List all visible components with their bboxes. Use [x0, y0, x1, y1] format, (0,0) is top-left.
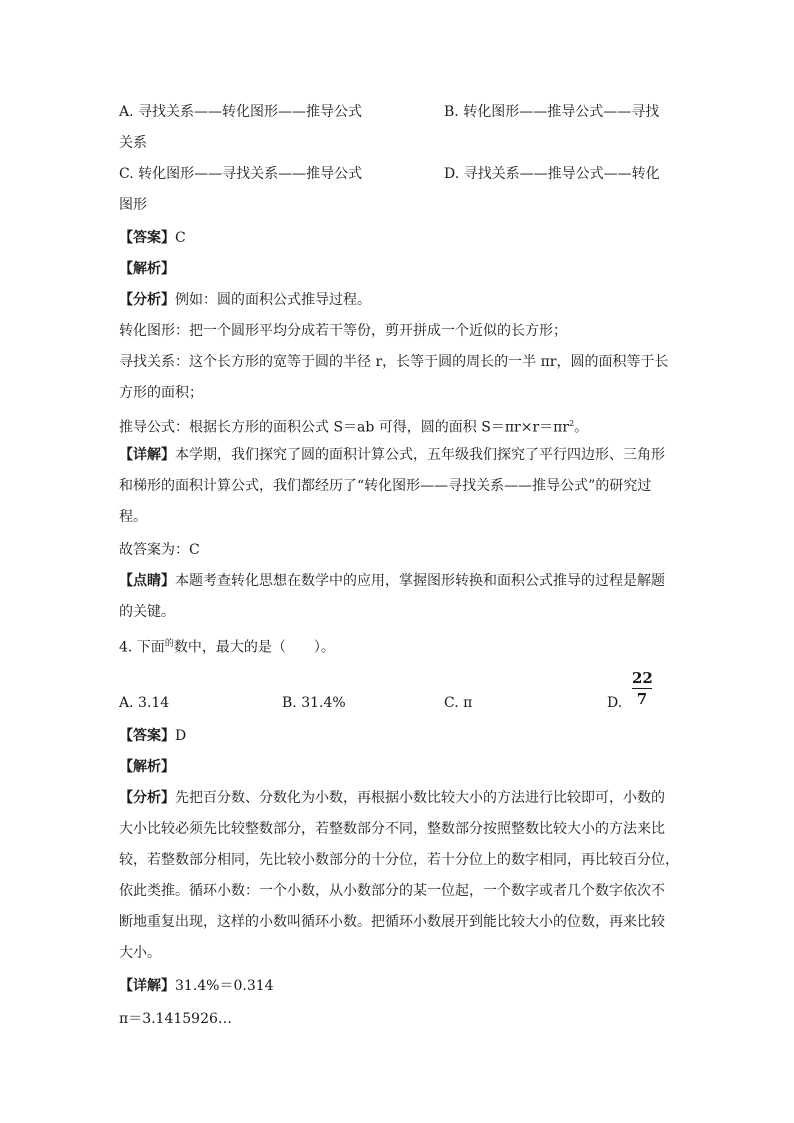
q3-dianjing-a [119, 571, 679, 591]
q3-option-c: C. 转化图形——寻找关系——推导公式 [119, 166, 363, 182]
q4-stem-post: 数中，最大的是（ ）。 [173, 639, 335, 656]
q4-stem-mark: 的 [164, 639, 174, 649]
answer-value: D [175, 728, 187, 744]
answer-value: C [175, 230, 186, 246]
dianjing-text: 本题考查转化思想在数学中的应用，掌握图形转换和面积公式推导的过程是解题 [175, 573, 665, 589]
q3-fenxi [119, 290, 679, 310]
q4-fenxi-a [119, 788, 679, 808]
q3-step1: 转化图形：把一个圆形平均分成若干等份，剪开拼成一个近似的长方形； [119, 323, 567, 339]
q3-step2a: 寻找关系：这个长方形的宽等于圆的半径 r，长等于圆的周长的一半 πr，圆的面积等于长 [119, 354, 669, 370]
q4-fenxi-e: 断地重复出现，这样的小数叫循环小数。把循环小数展开到能比较大小的位数，再来比较 [119, 914, 665, 930]
answer-tag: 【答案】 [119, 728, 175, 744]
fraction-denominator: 7 [636, 690, 648, 708]
q3-xiangjie-c: 程。 [119, 509, 147, 525]
dianjing-tag: 【点睛】 [119, 573, 175, 589]
q3-option-d: D. 寻找关系——推导公式——转化 [444, 166, 660, 182]
step3-superscript: 2 [569, 419, 575, 428]
xiangjie-text: 31.4%＝0.314 [175, 978, 274, 994]
q3-step2b: 方形的面积； [119, 385, 203, 401]
q3-xiangjie-b: 和梯形的面积计算公式，我们都经历了“转化图形——寻找关系——推导公式”的研究过 [119, 478, 652, 494]
q4-option-d: D. [607, 695, 623, 711]
fenxi-text: 例如：圆的面积公式推导过程。 [175, 292, 371, 308]
q4-stem-pre: 4. 下面 [119, 639, 165, 656]
q3-step3 [119, 414, 679, 438]
q3-answer [119, 228, 679, 248]
q4-option-b: B. 31.4% [282, 695, 346, 711]
step3-end: 。 [574, 419, 589, 436]
q4-stem [119, 634, 679, 658]
q3-option-a: A. 寻找关系——转化图形——推导公式 [119, 104, 363, 120]
q3-dianjing-b: 的关键。 [119, 604, 175, 620]
q4-xiangjie-a [119, 976, 679, 996]
q4-fenxi-f: 大小。 [119, 945, 161, 961]
xiangjie-tag: 【详解】 [119, 447, 175, 463]
q4-answer [119, 726, 679, 746]
answer-tag: 【答案】 [119, 230, 175, 246]
q3-option-d-continued: 图形 [119, 197, 147, 213]
fraction-numerator: 22 [632, 669, 653, 687]
xiangjie-text: 本学期，我们探究了圆的面积计算公式，五年级我们探究了平行四边形、三角形 [175, 447, 665, 463]
q4-fenxi-d: 依此类推。循环小数：一个小数，从小数部分的某一位起，一个数字或者几个数字依次不 [119, 883, 665, 899]
xiangjie-tag: 【详解】 [119, 978, 175, 994]
q3-final-answer: 故答案为：C [119, 542, 200, 558]
q4-option-a: A. 3.14 [119, 695, 170, 711]
q4-xiangjie-b: π＝3.1415926… [119, 1011, 232, 1027]
q3-xiangjie-a [119, 445, 679, 465]
q3-option-b: B. 转化图形——推导公式——寻找 [444, 104, 660, 120]
q4-fenxi-c: 较，若整数部分相同，先比较小数部分的十分位，若十分位上的数字相同，再比较百分位， [119, 852, 679, 868]
step3-text: 推导公式：根据长方形的面积公式 S＝ab 可得，圆的面积 S＝πr×r＝πr [119, 419, 570, 436]
fenxi-tag: 【分析】 [119, 292, 175, 308]
q3-option-b-continued: 关系 [119, 135, 147, 151]
q4-option-c: C. π [444, 695, 473, 711]
q4-option-d-fraction [632, 669, 652, 708]
fenxi-tag: 【分析】 [119, 790, 175, 806]
q4-analysis-tag: 【解析】 [119, 759, 175, 775]
fraction-bar [632, 688, 652, 689]
q4-fenxi-b: 大小比较必须先比较整数部分，若整数部分不同，整数部分按照整数比较大小的方法来比 [119, 821, 665, 837]
fenxi-text: 先把百分数、分数化为小数，再根据小数比较大小的方法进行比较即可，小数的 [175, 790, 665, 806]
q3-analysis-tag: 【解析】 [119, 261, 175, 277]
